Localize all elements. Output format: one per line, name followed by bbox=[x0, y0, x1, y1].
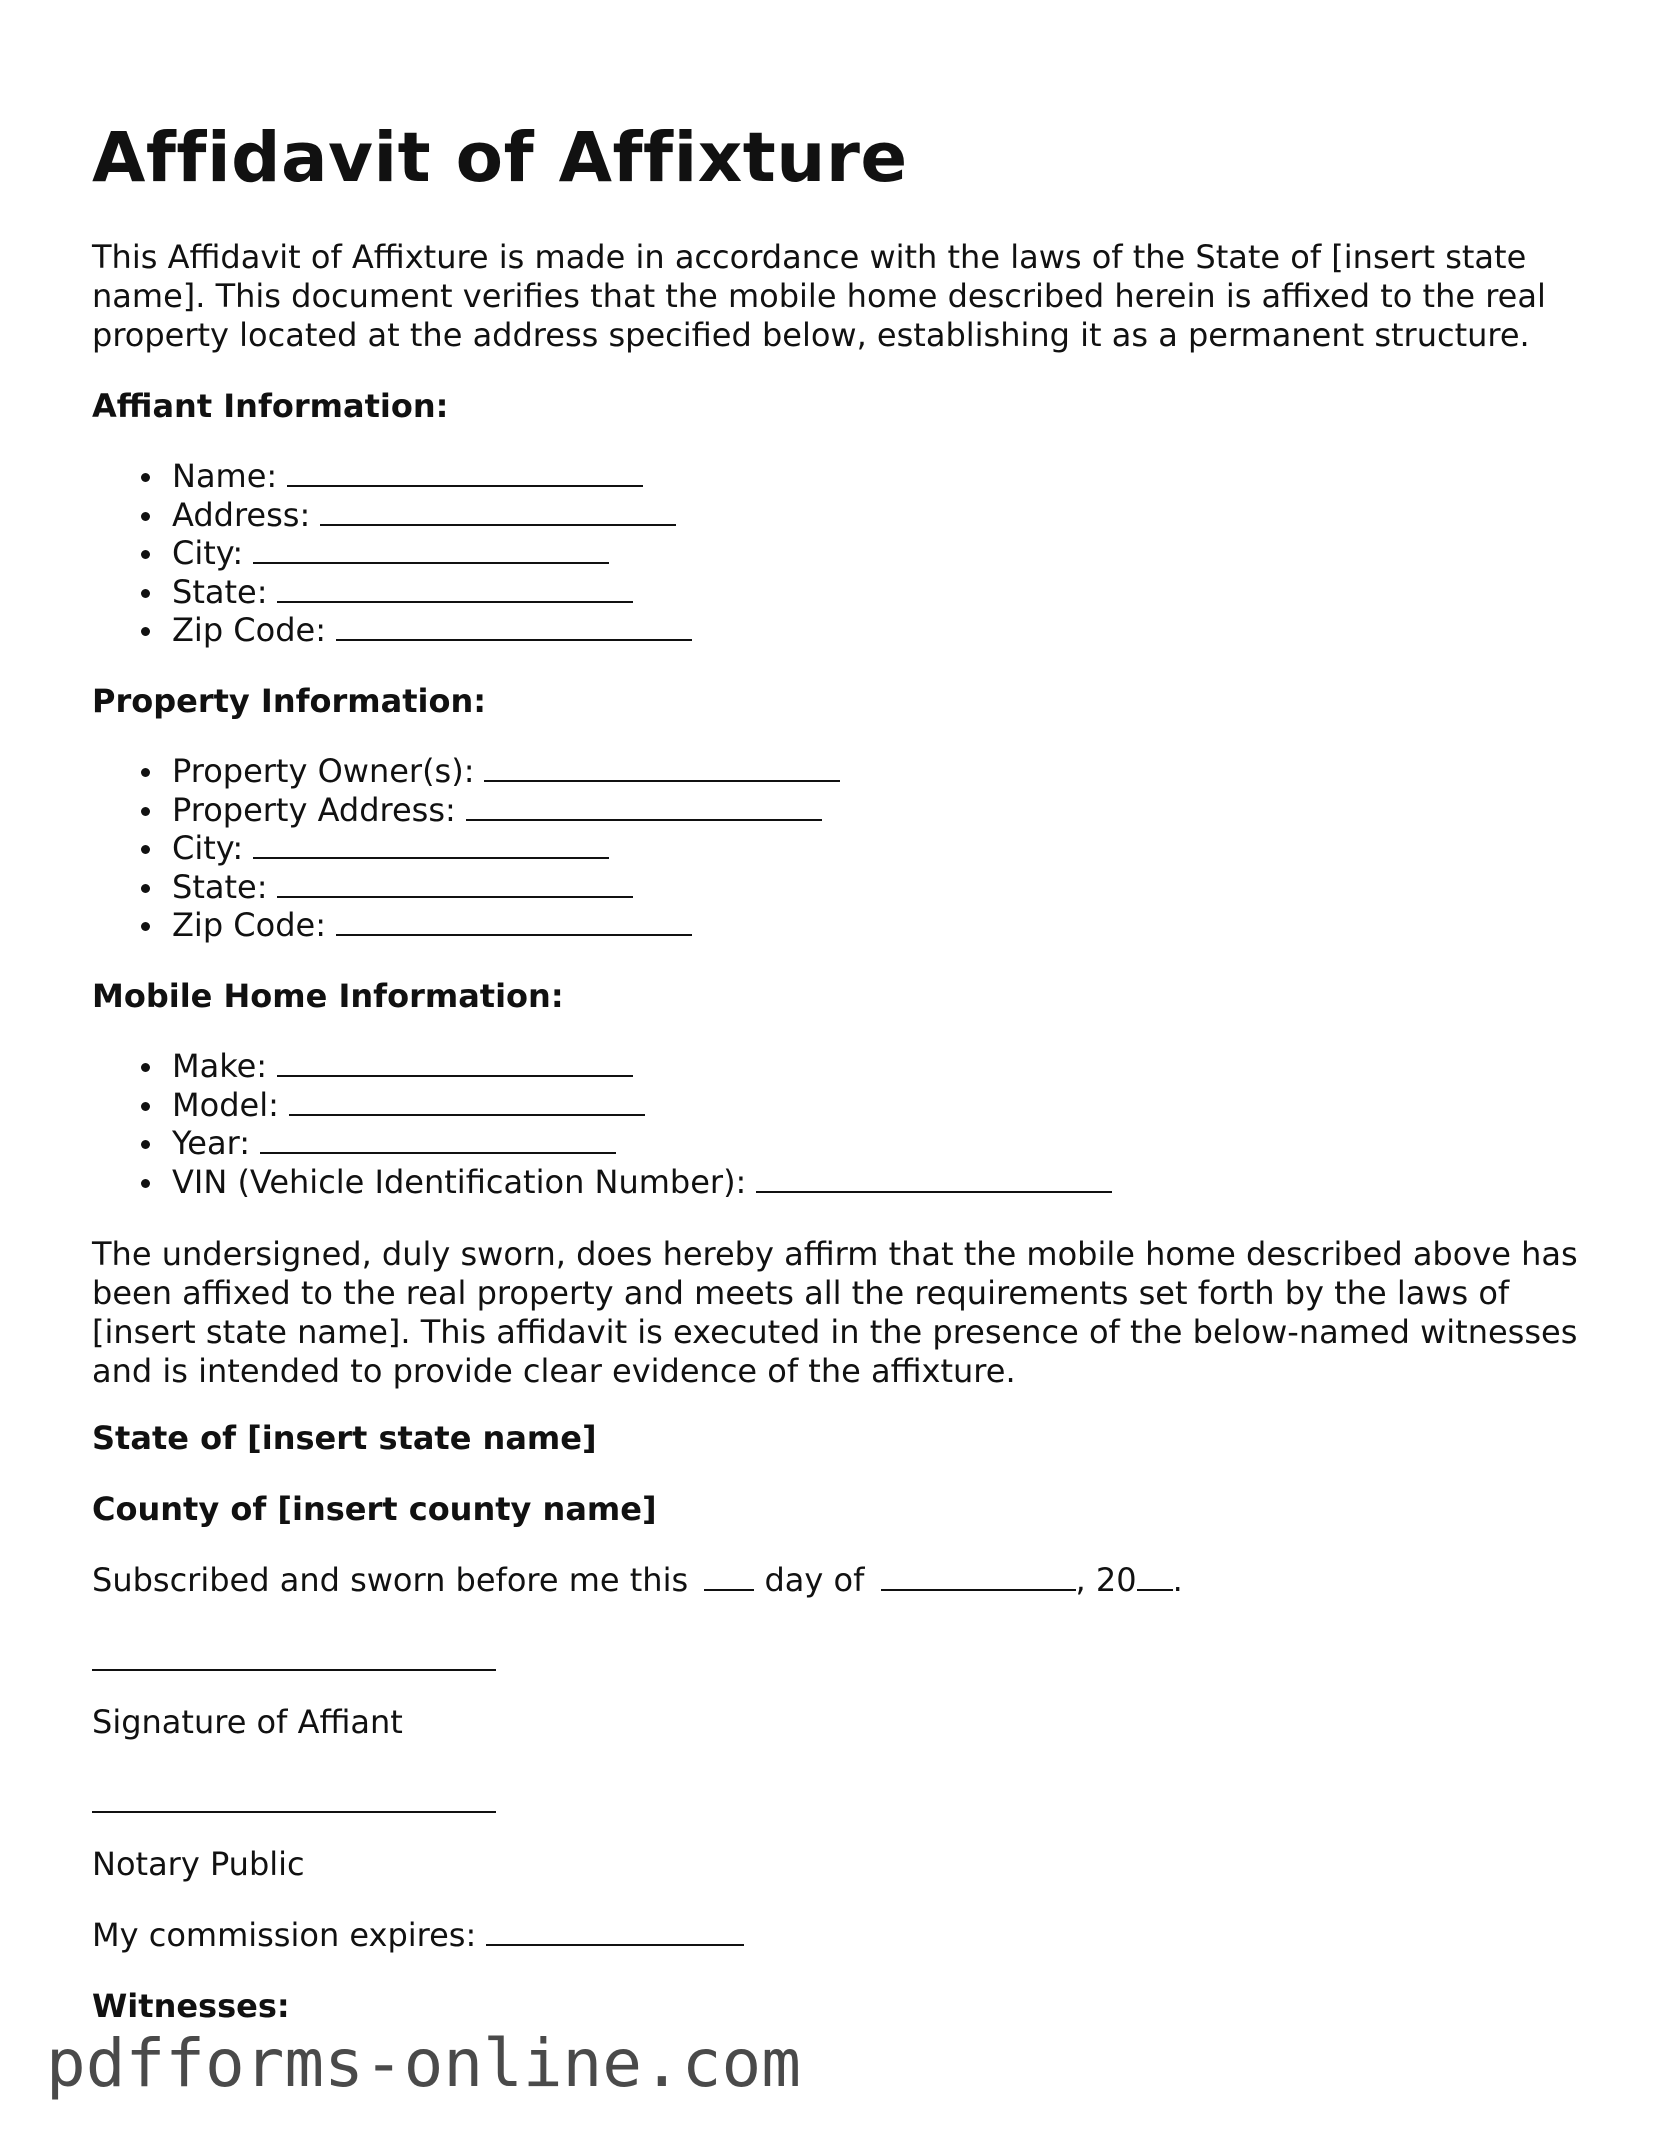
notary-public-label: Notary Public bbox=[92, 1845, 305, 1883]
affiant-name-field[interactable]: Name: bbox=[172, 457, 692, 496]
witnesses-heading: Witnesses: bbox=[92, 1987, 290, 2025]
mobile-home-make-blank[interactable] bbox=[277, 1049, 633, 1077]
property-address-blank[interactable] bbox=[466, 793, 822, 821]
mobile-home-vin-field[interactable]: VIN (Vehicle Identification Number): bbox=[172, 1163, 1112, 1202]
mobile-home-year-field[interactable]: Year: bbox=[172, 1124, 1112, 1163]
property-state-blank[interactable] bbox=[277, 870, 633, 898]
affiant-information-heading: Affiant Information: bbox=[92, 387, 449, 425]
property-fields-list bbox=[92, 752, 840, 945]
affiant-signature-line[interactable] bbox=[92, 1669, 496, 1671]
property-city-field[interactable]: City: bbox=[172, 829, 840, 868]
property-information-heading: Property Information: bbox=[92, 682, 487, 720]
affiant-city-field[interactable]: City: bbox=[172, 534, 692, 573]
affiant-address-blank[interactable] bbox=[320, 498, 676, 526]
commission-expires-blank[interactable] bbox=[486, 1918, 744, 1946]
affiant-city-blank[interactable] bbox=[253, 536, 609, 564]
sworn-statement: Subscribed and sworn before me this day of , 20 . bbox=[92, 1561, 1183, 1599]
mobile-home-year-blank[interactable] bbox=[260, 1126, 616, 1154]
mobile-home-model-blank[interactable] bbox=[289, 1088, 645, 1116]
mobile-home-fields-list bbox=[92, 1047, 1112, 1201]
mobile-home-information-heading: Mobile Home Information: bbox=[92, 977, 564, 1015]
commission-expires-line: My commission expires: bbox=[92, 1916, 744, 1955]
property-state-field[interactable]: State: bbox=[172, 868, 840, 907]
mobile-home-model-field[interactable]: Model: bbox=[172, 1086, 1112, 1125]
affiant-zip-blank[interactable] bbox=[336, 613, 692, 641]
county-line: County of [insert county name] bbox=[92, 1490, 657, 1528]
sworn-day-blank[interactable] bbox=[704, 1563, 754, 1591]
state-line: State of [insert state name] bbox=[92, 1419, 597, 1457]
property-zip-field[interactable]: Zip Code: bbox=[172, 906, 840, 945]
intro-paragraph: This Affidavit of Affixture is made in accordance with the laws of the State of [insert state name]. This document verifies that the mobile home described herein is affixed to the real property located at the address specified below, establishing it as a permanent structure. bbox=[92, 238, 1546, 354]
watermark-text: pdfforms-online.com bbox=[46, 2025, 801, 2102]
property-address-field[interactable]: Property Address: bbox=[172, 791, 840, 830]
affiant-zip-field[interactable]: Zip Code: bbox=[172, 611, 692, 650]
sworn-month-blank[interactable] bbox=[881, 1563, 1076, 1591]
mobile-home-vin-blank[interactable] bbox=[756, 1165, 1112, 1193]
notary-signature-line[interactable] bbox=[92, 1811, 496, 1813]
affirmation-paragraph: The undersigned, duly sworn, does hereby affirm that the mobile home described above has been affixed to the real property and meets all the requirements set forth by the laws of [insert state name]. This affidavit is executed in the presence of the below-named witnesses and is intended to provide clear evidence of the affixture. bbox=[92, 1235, 1578, 1390]
signature-of-affiant-label: Signature of Affiant bbox=[92, 1703, 403, 1741]
property-city-blank[interactable] bbox=[253, 831, 609, 859]
affiant-name-blank[interactable] bbox=[287, 459, 643, 487]
property-owners-field[interactable]: Property Owner(s): bbox=[172, 752, 840, 791]
property-zip-blank[interactable] bbox=[336, 908, 692, 936]
affiant-fields-list bbox=[92, 457, 692, 650]
mobile-home-make-field[interactable]: Make: bbox=[172, 1047, 1112, 1086]
affiant-state-field[interactable]: State: bbox=[172, 573, 692, 612]
affiant-address-field[interactable]: Address: bbox=[172, 496, 692, 535]
affiant-state-blank[interactable] bbox=[277, 575, 633, 603]
sworn-year-blank[interactable] bbox=[1137, 1563, 1173, 1591]
property-owners-blank[interactable] bbox=[484, 754, 840, 782]
document-title: Affidavit of Affixture bbox=[92, 118, 908, 198]
